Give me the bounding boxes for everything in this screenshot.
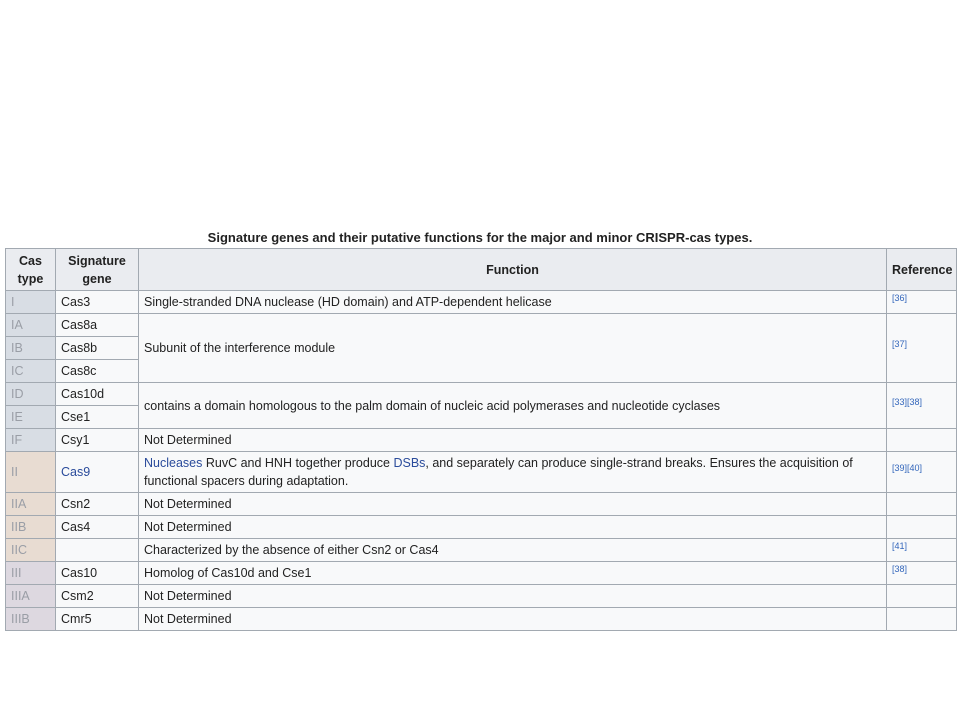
header-cas-type[interactable]: Cas type	[6, 249, 56, 291]
cas-type-cell: IIA	[6, 493, 56, 516]
signature-gene-link[interactable]: Cas9	[56, 452, 139, 493]
cas-type-cell: III	[6, 562, 56, 585]
cas-type-cell: IIIB	[6, 608, 56, 631]
reference-cell	[887, 516, 957, 539]
function-cell: Characterized by the absence of either Csn2 or Cas4	[139, 539, 887, 562]
table-row	[6, 585, 957, 608]
reference-cell	[887, 608, 957, 631]
header-reference[interactable]: Reference	[887, 249, 957, 291]
cas-type-cell: IF	[6, 429, 56, 452]
function-cell: Not Determined	[139, 493, 887, 516]
function-cell	[139, 452, 887, 493]
signature-gene-cell: Cas8a	[56, 314, 139, 337]
function-cell: Subunit of the interference module	[139, 314, 887, 383]
reference-cell	[887, 429, 957, 452]
signature-gene-cell: Cas10d	[56, 383, 139, 406]
table-row	[6, 539, 957, 562]
signature-gene-cell: Csn2	[56, 493, 139, 516]
reference-link[interactable]: [41]	[892, 541, 908, 551]
signature-gene-cell: Cas8b	[56, 337, 139, 360]
function-text: RuvC and HNH together produce	[202, 456, 394, 470]
reference-cell[interactable]	[887, 383, 957, 429]
signature-gene-cell: Csm2	[56, 585, 139, 608]
cas-type-cell: I	[6, 291, 56, 314]
function-cell: Not Determined	[139, 608, 887, 631]
cas-type-cell: IIIA	[6, 585, 56, 608]
table-row	[6, 429, 957, 452]
table-row	[6, 314, 957, 337]
signature-gene-cell: Cas8c	[56, 360, 139, 383]
function-cell: Single-stranded DNA nuclease (HD domain) and ATP-dependent helicase	[139, 291, 887, 314]
signature-gene-cell: Cas4	[56, 516, 139, 539]
function-cell: contains a domain homologous to the palm domain of nucleic acid polymerases and nucleotide cyclases	[139, 383, 887, 429]
reference-cell[interactable]	[887, 291, 957, 314]
table-row	[6, 493, 957, 516]
signature-gene-cell: Cas10	[56, 562, 139, 585]
signature-gene-cell	[56, 539, 139, 562]
reference-link[interactable]: [38]	[892, 564, 908, 574]
table-row	[6, 562, 957, 585]
reference-link[interactable]: [36]	[892, 293, 908, 303]
signature-gene-cell: Csy1	[56, 429, 139, 452]
reference-cell	[887, 585, 957, 608]
table-row	[6, 291, 957, 314]
table-row	[6, 516, 957, 539]
cas-type-cell: IC	[6, 360, 56, 383]
reference-cell	[887, 493, 957, 516]
cas-type-cell: IE	[6, 406, 56, 429]
cas-type-cell: IA	[6, 314, 56, 337]
header-signature-gene[interactable]: Signature gene	[56, 249, 139, 291]
reference-cell[interactable]	[887, 452, 957, 493]
signature-gene-cell: Cmr5	[56, 608, 139, 631]
table-caption: Signature genes and their putative functions for the major and minor CRISPR-cas types.	[207, 230, 753, 245]
dsbs-link[interactable]: DSBs	[393, 456, 426, 470]
cas-type-cell: ID	[6, 383, 56, 406]
function-cell: Not Determined	[139, 516, 887, 539]
cas-type-cell: II	[6, 452, 56, 493]
cas-type-cell: IIC	[6, 539, 56, 562]
function-cell: Not Determined	[139, 429, 887, 452]
table-row	[6, 383, 957, 406]
header-function[interactable]: Function	[139, 249, 887, 291]
nucleases-link[interactable]: Nucleases	[144, 456, 203, 470]
signature-gene-cell: Cas3	[56, 291, 139, 314]
table-row	[6, 608, 957, 631]
reference-cell[interactable]	[887, 562, 957, 585]
cas-type-cell: IB	[6, 337, 56, 360]
reference-cell[interactable]	[887, 539, 957, 562]
reference-link[interactable]: [37]	[892, 339, 908, 349]
reference-link[interactable]: [33][38]	[892, 396, 923, 407]
function-cell: Homolog of Cas10d and Cse1	[139, 562, 887, 585]
cas-type-cell: IIB	[6, 516, 56, 539]
table-row	[6, 452, 957, 493]
crispr-signature-genes-table	[5, 248, 957, 631]
function-cell: Not Determined	[139, 585, 887, 608]
reference-link[interactable]: [39][40]	[892, 463, 923, 473]
reference-cell[interactable]	[887, 314, 957, 383]
header-row	[6, 249, 957, 291]
signature-gene-cell: Cse1	[56, 406, 139, 429]
function-text: , and separately can produce single-strand breaks. Ensures the acquisition of functional spacers during adaptation.	[144, 456, 853, 488]
